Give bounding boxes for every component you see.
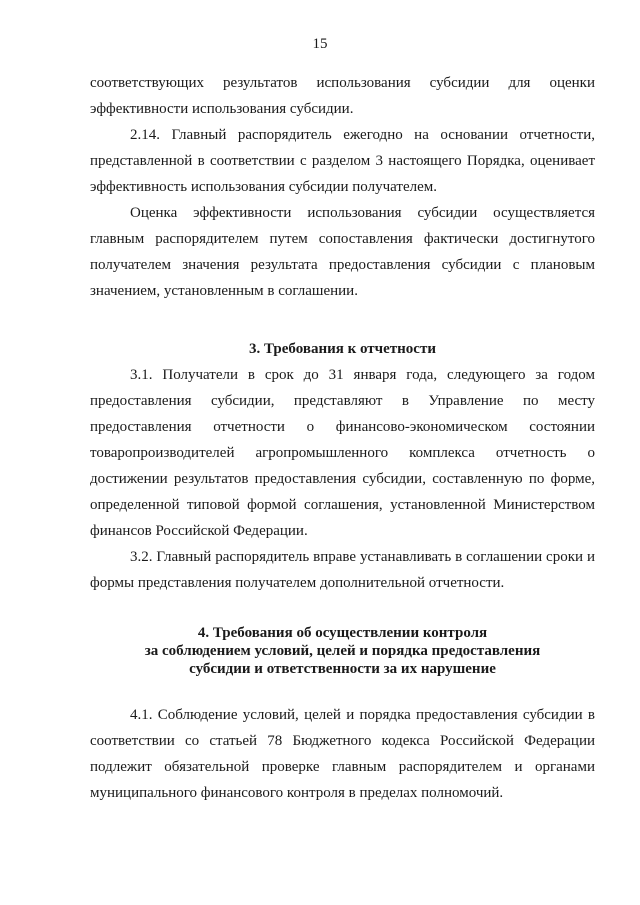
- paragraph-4-1: 4.1. Соблюдение условий, целей и порядка предоставления субсидии в соответствии со статьей 78 Бюджетного кодекса Российской Федерации подлежит обязательной проверке главным распорядителем и органами муниципального финансового контроля в пределах полномочий.: [90, 707, 595, 801]
- section-4-heading-line-1: 4. Требования об осуществлении контроля: [197, 625, 488, 641]
- paragraph-continuation: соответствующих результатов использования субсидии для оценки эффективности использования субсидии.: [90, 75, 595, 117]
- document-body: [90, 70, 595, 806]
- page-number: 15: [312, 36, 328, 52]
- paragraph-evaluation: Оценка эффективности использования субсидии осуществляется главным распорядителем путем сопоставления фактически достигнутого получателем значения результата предоставления субсидии с плановым значением, установленным в соглашении.: [90, 205, 595, 299]
- paragraph-3-2: 3.2. Главный распорядитель вправе устанавливать в соглашении сроки и формы представления получателем дополнительной отчетности.: [90, 549, 595, 591]
- paragraph-2-14: 2.14. Главный распорядитель ежегодно на основании отчетности, представленной в соответствии с разделом 3 настоящего Порядка, оценивает эффективность использования субсидии получателем.: [90, 127, 595, 195]
- section-4-heading: [90, 624, 595, 678]
- section-4-heading-line-3: субсидии и ответственности за их нарушение: [189, 661, 496, 677]
- paragraph-3-1: 3.1. Получатели в срок до 31 января года, следующего за годом предоставления субсидии, представляют в Управление по месту предоставления отчетности о финансово-экономическом состоянии товаропроизводителей агропромышленного комплекса отчетность о достижении результатов предоставления субсидии, составленную по форме, определенной типовой формой соглашения, установленной Министерством финансов Российской Федерации.: [90, 367, 595, 539]
- section-3-heading: 3. Требования к отчетности: [249, 341, 436, 357]
- section-4-heading-line-2: за соблюдением условий, целей и порядка предоставления: [144, 643, 541, 659]
